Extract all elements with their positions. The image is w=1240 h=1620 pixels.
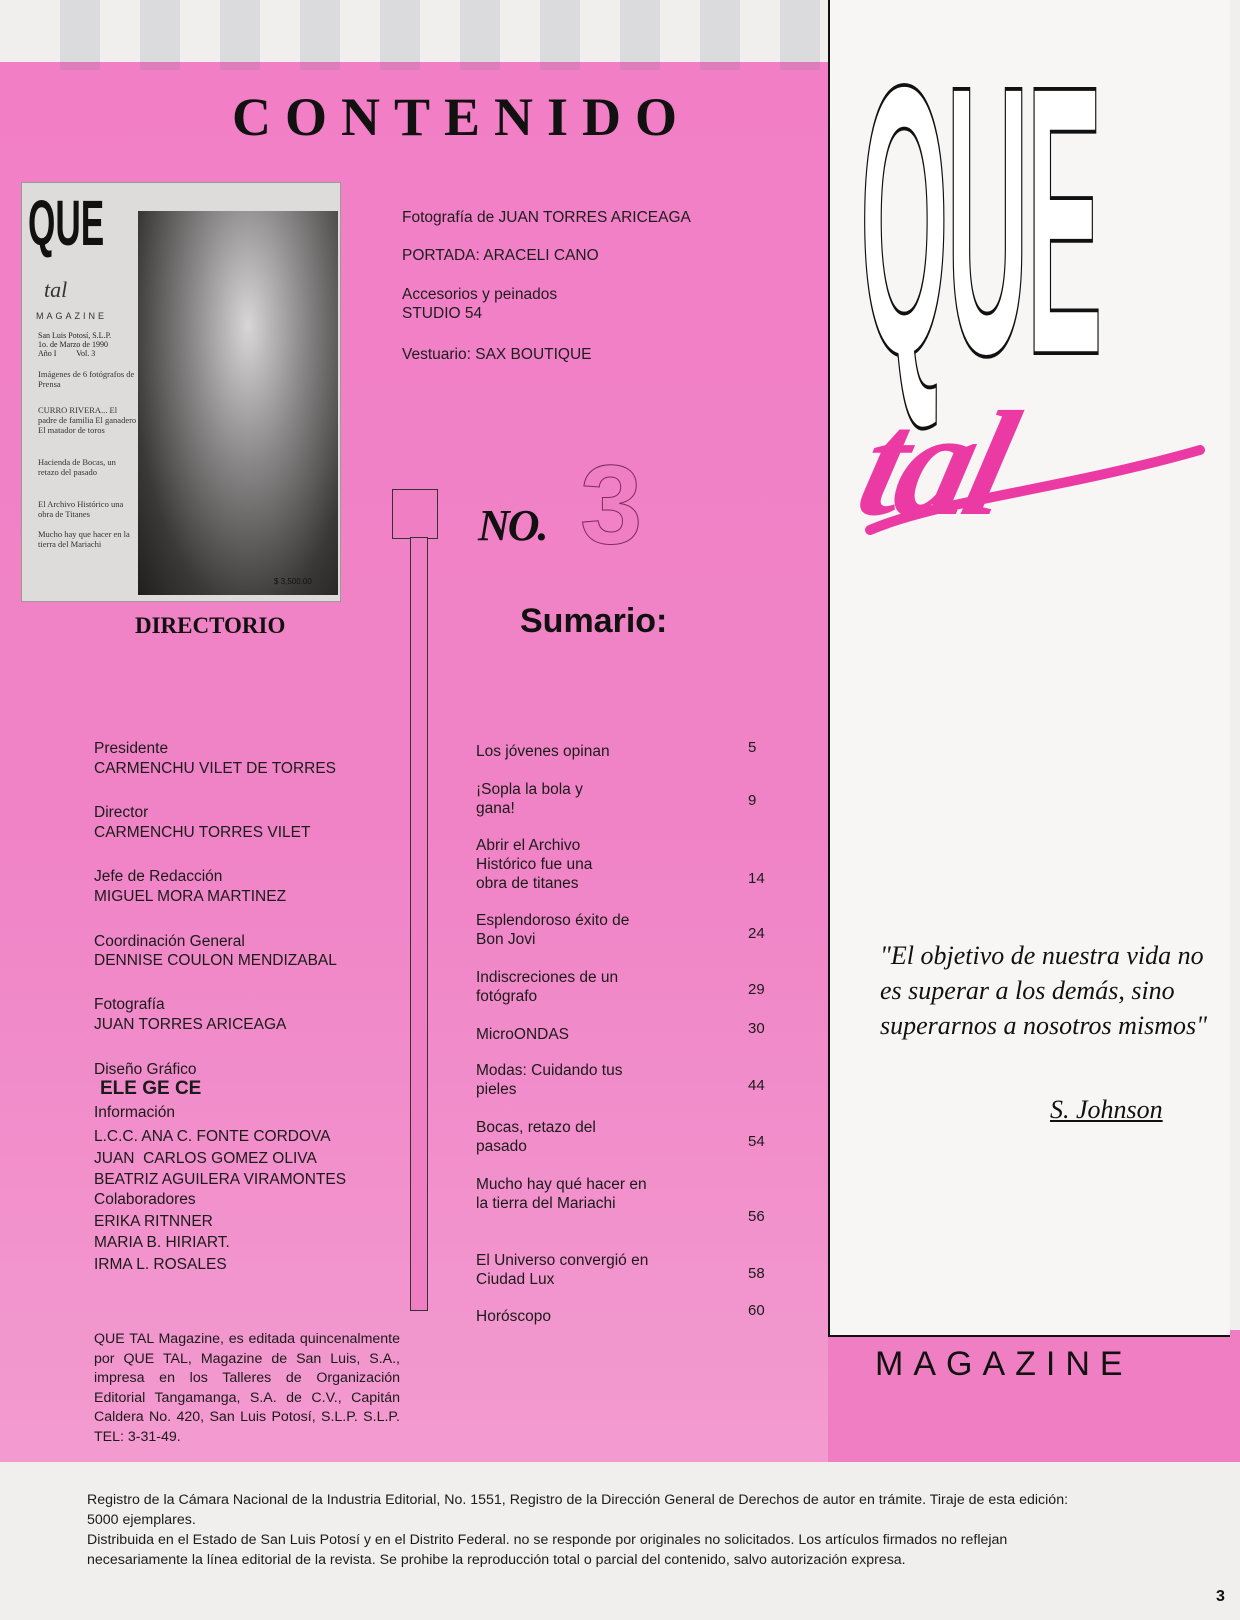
staff-name: MIGUEL MORA MARTINEZ [94, 888, 287, 905]
issue-no-label: NO. [478, 501, 547, 550]
toc-item-page: 58 [748, 1265, 765, 1282]
legal-line: Distribuida en el Estado de San Luis Potosí y en el Distrito Federal. no se responde por originales no solicitados. Los artículos firmados no reflejan necesariamente la línea editorial de la revista. Se prohibe la reproducción total o parcial del contenido, salvo autorización expresa. [87, 1532, 1008, 1568]
credit-photo: Fotografía de JUAN TORRES ARICEAGA [402, 209, 691, 226]
pink-vertical-bar [410, 537, 428, 1311]
quote-author: S. Johnson [1050, 1095, 1163, 1124]
pink-bar-cap [392, 489, 438, 539]
logo-tal: tal [844, 381, 1027, 547]
staff-name: DENNISE COULON MENDIZABAL [94, 952, 337, 969]
credit-cover: PORTADA: ARACELI CANO [402, 247, 599, 264]
cover-headline: Imágenes de 6 fotógrafos de Prensa [38, 369, 135, 389]
staff-name: IRMA L. ROSALES [94, 1256, 227, 1273]
quote-text: "El objetivo de nuestra vida no es superar a los demás, sino superarnos a nosotros mismos" [880, 941, 1208, 1040]
staff-role: Jefe de Redacción [94, 868, 223, 885]
toc-item-page: 44 [748, 1077, 765, 1094]
credit-studio: STUDIO 54 [402, 305, 483, 322]
cover-headline: Mucho hay que hacer en la tierra del Mariachi [38, 529, 130, 549]
staff-role: Colaboradores [94, 1191, 196, 1208]
staff-name: BEATRIZ AGUILERA VIRAMONTES [94, 1171, 347, 1188]
legal-line: Registro de la Cámara Nacional de la Industria Editorial, No. 1551, Registro de la Dirección General de Derechos de autor en trámite. Tiraje de esta edición: 5000 ejemplares. [87, 1492, 1069, 1528]
toc-item-page: 30 [748, 1020, 765, 1037]
toc-item-page: 24 [748, 925, 765, 942]
staff-role: Director [94, 804, 149, 821]
toc-item-title: Mucho hay qué hacer en la tierra del Mariachi [476, 1176, 647, 1212]
toc-item-title: Horóscopo [476, 1308, 551, 1325]
cover-photo [138, 211, 338, 595]
cover-headline: El Archivo Histórico una obra de Titanes [38, 499, 124, 519]
staff-name: JUAN TORRES ARICEAGA [94, 1016, 287, 1033]
toc-item-title: Los jóvenes opinan [476, 743, 610, 760]
staff-role: Fotografía [94, 996, 165, 1013]
cover-logo-magazine: MAGAZINE [36, 311, 108, 321]
toc-item-page: 29 [748, 981, 765, 998]
cover-price: $ 3,500.00 [274, 577, 312, 586]
cover-meta-line: Año I Vol. 3 [38, 349, 96, 358]
staff-name: CARMENCHU TORRES VILET [94, 824, 311, 841]
page-number: 3 [1216, 1588, 1225, 1605]
show-through-texture [60, 0, 820, 70]
staff-name: ELE GE CE [100, 1078, 202, 1099]
toc-item-page: 60 [748, 1302, 765, 1319]
staff-name: MARIA B. HIRIART. [94, 1234, 230, 1251]
cover-logo-que: QUE [28, 187, 105, 259]
staff-role: Coordinación General [94, 933, 245, 950]
staff-role: Información [94, 1104, 175, 1121]
toc-item-page: 5 [748, 739, 757, 756]
toc-item-title: Esplendoroso éxito de Bon Jovi [476, 912, 630, 948]
staff-name: JUAN CARLOS GOMEZ OLIVA [94, 1150, 317, 1167]
credit-accessories: Accesorios y peinados [402, 286, 558, 303]
logo-magazine: MAGAZINE [875, 1345, 1133, 1383]
toc-item-title: Indiscreciones de un fotógrafo [476, 969, 619, 1005]
cover-meta-line: San Luis Potosí, S.L.P. [38, 331, 112, 340]
toc-item-page: 9 [748, 792, 757, 809]
toc-item-title: Abrir el Archivo Histórico fue una obra de titanes [476, 837, 593, 892]
toc-item-page: 54 [748, 1133, 765, 1150]
toc-item-page: 56 [748, 1208, 765, 1225]
page-title: CONTENIDO [232, 87, 692, 147]
toc-item-title: Bocas, retazo del pasado [476, 1119, 596, 1155]
cover-headline: CURRO RIVERA... El padre de familia El ganadero El matador de toros [38, 405, 137, 435]
toc-item-title: Modas: Cuidando tus pieles [476, 1062, 623, 1098]
issue-number: 3 [580, 442, 643, 567]
sumario-heading: Sumario: [520, 602, 668, 640]
cover-thumbnail [22, 183, 340, 601]
staff-name: ERIKA RITNNER [94, 1213, 213, 1230]
logo-que: QUE [860, 4, 1101, 436]
cover-headline: Hacienda de Bocas, un retazo del pasado [38, 457, 116, 477]
staff-role: Presidente [94, 740, 169, 757]
staff-name: CARMENCHU VILET DE TORRES [94, 760, 337, 777]
toc-item-title: El Universo convergió en Ciudad Lux [476, 1252, 649, 1288]
staff-name: L.C.C. ANA C. FONTE CORDOVA [94, 1128, 331, 1145]
cover-meta [38, 331, 134, 358]
toc-item-page: 14 [748, 870, 765, 887]
toc-item-title: ¡Sopla la bola y gana! [476, 781, 583, 817]
credit-wardrobe: Vestuario: SAX BOUTIQUE [402, 346, 592, 363]
directorio-heading: DIRECTORIO [135, 613, 286, 638]
publisher-note: QUE TAL Magazine, es editada quincenalmente por QUE TAL, Magazine de San Luis, S.A., impresa en los Talleres de Organización Editorial Tangamanga, S.A. de C.V., Capitán Caldera No. 420, San Luis Potosí, S.L.P. S.L.P. TEL: 3-31-49. [94, 1331, 400, 1445]
cover-logo-tal: tal [44, 277, 68, 302]
toc-item-title: MicroONDAS [476, 1026, 570, 1043]
legal-footer [87, 1490, 1089, 1570]
staff-role: Diseño Gráfico [94, 1061, 197, 1078]
cover-meta-line: 1o. de Marzo de 1990 [38, 340, 108, 349]
